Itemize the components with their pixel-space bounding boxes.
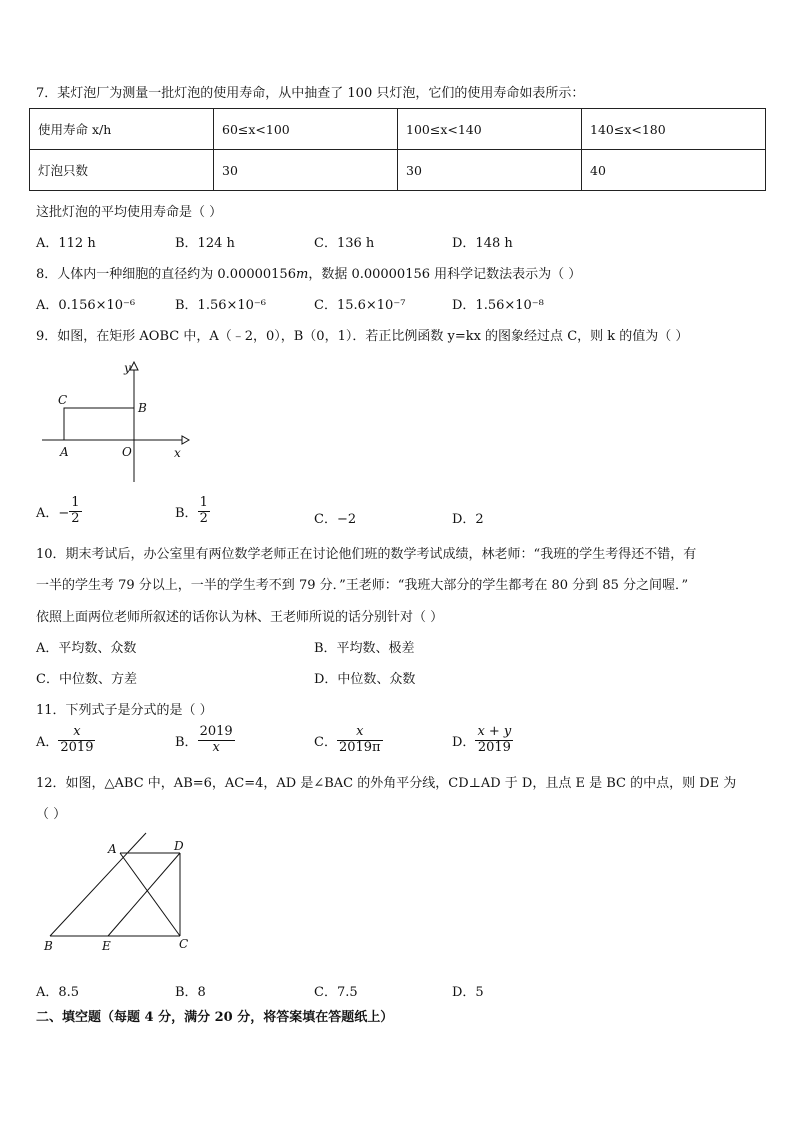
table-cell: 140≤x<180 [582,109,766,150]
q12-line-2: （ ） [36,807,67,822]
q11-option-c[interactable] [314,725,383,756]
q11-option-a-prefix: A． [36,734,59,750]
q9-option-a-prefix: A．− [36,505,70,521]
q7-stem: 7．某灯泡厂为测量一批灯泡的使用寿命，从中抽查了 100 只灯泡，它们的使用寿命如表所示： [36,86,585,101]
q11-stem: 11．下列式子是分式的是（ ） [36,703,213,718]
fraction-denominator: 2019π [338,739,381,755]
q11-option-b[interactable] [175,725,235,756]
fraction-numerator: 1 [199,495,208,510]
q12-triangle-figure [36,826,206,954]
q11-option-b-fraction [198,725,235,756]
q11-option-d-prefix: D． [452,734,476,750]
q9-rectangle-figure [36,358,196,488]
q8-unit: m [295,267,309,282]
label-c: C [58,393,68,407]
segment-ed [108,853,180,936]
fraction-denominator: 2 [199,510,208,526]
q10-option-b[interactable]: B．平均数、极差 [314,641,415,656]
q9-option-d[interactable]: D．2 [452,512,484,527]
q9-option-b-fraction [198,496,210,527]
fraction-numerator: 1 [71,495,80,510]
label-y: y [124,361,131,375]
q8-option-c[interactable]: C．15.6×10⁻⁷ [314,298,406,313]
table-cell: 40 [582,150,766,191]
q8-option-b[interactable]: B．1.56×10⁻⁶ [175,298,267,313]
label-o: O [122,445,132,459]
q12-option-b[interactable]: B．8 [175,985,206,1000]
q11-option-d-fraction [475,725,513,756]
q12-option-a[interactable]: A．8.5 [36,985,80,1000]
q7-option-d[interactable]: D．148 h [452,236,513,251]
fraction-denominator: x [212,739,220,755]
section-2-heading: 二、填空题（每题 4 分，满分 20 分，将答案填在答题纸上） [36,1010,394,1025]
q9-option-b-prefix: B． [175,505,198,521]
q9-option-b[interactable] [175,496,210,527]
fraction-denominator: 2 [71,510,80,526]
q11-option-b-prefix: B． [175,734,198,750]
y-axis-arrow-icon [130,362,138,370]
table-row [30,109,766,150]
q8-option-d[interactable]: D．1.56×10⁻⁸ [452,298,544,313]
q11-option-c-fraction [337,725,383,756]
q7-option-c[interactable]: C．136 h [314,236,375,251]
q10-option-a[interactable]: A．平均数、众数 [36,641,137,656]
fraction-numerator: x [58,725,95,741]
table-cell: 60≤x<100 [214,109,398,150]
q10-line-1: 10．期末考试后，办公室里有两位数学老师正在讨论他们班的数学考试成绩，林老师：“我班的学生考得还不错，有 [36,547,697,562]
q10-line-2: 一半的学生考 79 分以上，一半的学生考不到 79 分．”王老师：“我班大部分的学生都考在 80 分到 85 分之间喔．” [36,578,689,593]
fraction-numerator: 2019 [199,724,233,739]
table-cell: 使用寿命 x/h [30,109,214,150]
label-d: D [174,839,184,853]
q9-option-a-fraction [69,496,81,527]
q11-option-a-fraction [58,725,95,756]
q11-option-a[interactable] [36,725,95,756]
q11-option-c-prefix: C． [314,734,337,750]
q7-option-a[interactable]: A．112 h [36,236,96,251]
q10-line-3: 依照上面两位老师所叙述的话你认为林、王老师所说的话分别针对（ ） [36,610,444,625]
label-b: B [138,401,147,415]
q9-option-c[interactable]: C．−2 [314,512,357,527]
table-cell: 灯泡只数 [30,150,214,191]
q8-option-a[interactable]: A．0.156×10⁻⁶ [36,298,136,313]
q9-option-a[interactable] [36,496,82,527]
table-cell: 30 [398,150,582,191]
q7-option-b[interactable]: B．124 h [175,236,235,251]
label-e: E [102,939,111,953]
label-c: C [179,937,189,951]
label-x: x [174,446,181,460]
q12-option-c[interactable]: C．7.5 [314,985,358,1000]
q11-option-d[interactable] [452,725,513,756]
q9-stem: 9．如图，在矩形 AOBC 中，A（﹣2，0），B（0，1）．若正比例函数 y=kx 的图象经过点 C，则 k 的值为（ ） [36,329,689,344]
fraction-denominator: 2019 [477,739,511,755]
q7-lifetime-table [29,108,766,191]
label-b: B [44,939,53,953]
label-a: A [108,842,117,856]
fraction-numerator: x [337,725,383,741]
q10-option-c[interactable]: C．中位数、方差 [36,672,137,687]
fraction-numerator: x + y [477,724,512,739]
table-cell: 100≤x<140 [398,109,582,150]
table-cell: 30 [214,150,398,191]
line-ba-extended [50,833,146,936]
q7-question: 这批灯泡的平均使用寿命是（ ） [36,205,223,220]
q8-stem-b: ，数据 0.00000156 用科学记数法表示为（ ） [308,267,582,282]
rectangle-aobc [64,408,134,440]
q10-option-d[interactable]: D．中位数、众数 [314,672,416,687]
table-row [30,150,766,191]
q8-stem [36,263,581,282]
q12-option-d[interactable]: D．5 [452,985,484,1000]
label-a: A [60,445,69,459]
x-axis-arrow-icon [182,436,189,444]
q12-line-1: 12．如图，△ABC 中，AB=6，AC=4，AD 是∠BAC 的外角平分线，CD⊥AD 于 D，且点 E 是 BC 的中点，则 DE 为 [36,776,737,791]
q8-stem-a: 8．人体内一种细胞的直径约为 0.00000156 [36,267,296,282]
fraction-denominator: 2019 [60,739,94,755]
segment-ac [120,853,180,936]
